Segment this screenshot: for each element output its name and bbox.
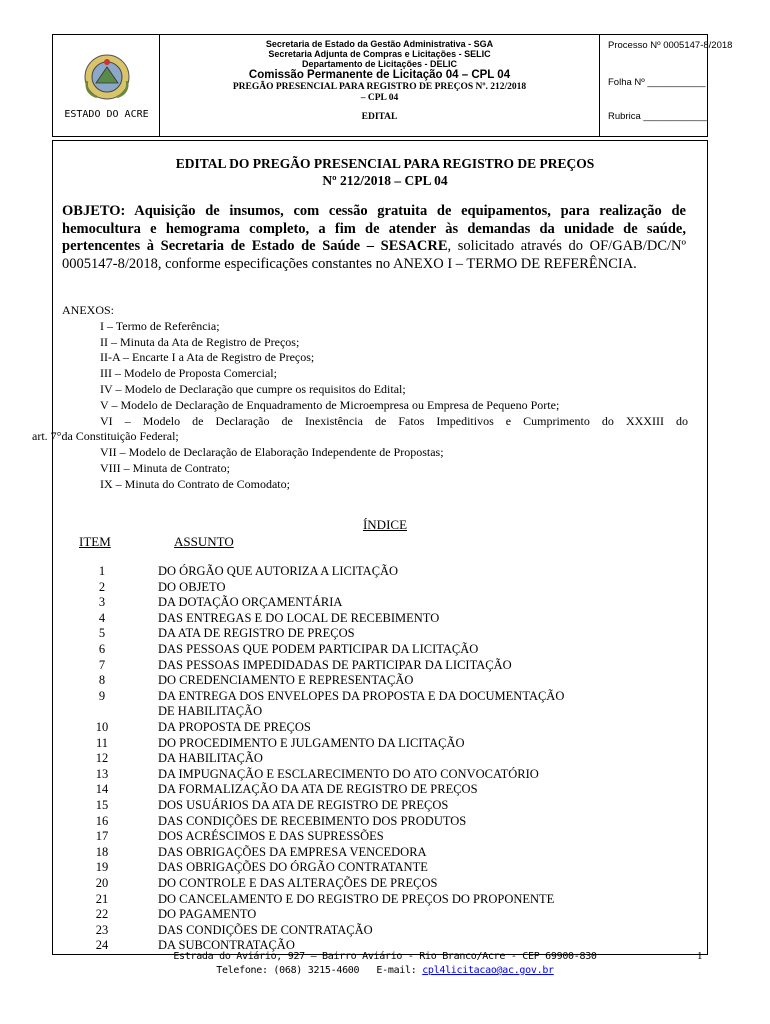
objeto-paragraph — [62, 203, 686, 273]
processo-number: Processo Nº 0005147-8/2018 — [608, 40, 733, 51]
anexo-item-continuation: art. 7°da Constituição Federal; — [32, 429, 179, 444]
item-subject: DAS OBRIGAÇÕES DO ÓRGÃO CONTRATANTE — [158, 860, 428, 875]
anexo-item: I – Termo de Referência; — [100, 318, 220, 333]
item-subject: DA DOTAÇÃO ORÇAMENTÁRIA — [158, 595, 343, 610]
item-number: 13 — [95, 766, 109, 781]
item-number: 5 — [98, 626, 106, 641]
item-subject: DO CONTROLE E DAS ALTERAÇÕES DE PREÇOS — [158, 876, 438, 890]
objeto-normal: , solicitado através do OF/GAB/DC/Nº 0005147-8/2018, conforme especificações constantes no ANEXO I – TERMO DE REFERÊNCIA. — [62, 238, 686, 272]
item-subject: DA PROPOSTA DE PREÇOS — [158, 720, 311, 734]
item-number: 10 — [95, 720, 109, 734]
item-number: 9 — [98, 688, 106, 703]
item-number: 15 — [95, 798, 109, 812]
pregao-line: PREGÃO PRESENCIAL PARA REGISTRO DE PREÇOS Nº. 212/2018 — [232, 82, 527, 92]
item-subject: DA ATA DE REGISTRO DE PREÇOS — [158, 626, 355, 641]
header-process-cell — [600, 35, 733, 136]
anexo-item: VII – Modelo de Declaração de Elaboração Independente de Propostas; — [100, 445, 444, 460]
item-number: 4 — [98, 610, 106, 625]
item-number: 11 — [95, 735, 109, 750]
item-subject: DE HABILITAÇÃO — [158, 704, 263, 719]
anexo-item: III – Modelo de Proposta Comercial; — [100, 366, 277, 381]
objeto-bold: OBJETO: Aquisição de insumos, com cessão gratuita de equipamentos, para realização de hemocultura e hemograma completo, a fim de atender às demandas da unidade de saúde, pertencentes à Secretaria de Estado de Saúde – SESACRE — [62, 203, 686, 255]
item-number: 18 — [95, 844, 109, 859]
item-number: 24 — [95, 938, 109, 953]
item-number: 8 — [98, 673, 106, 688]
indice-col-assunto: ASSUNTO — [174, 534, 234, 549]
item-number: 1 — [98, 564, 106, 578]
footer-contact — [0, 965, 770, 976]
item-subject: DAS PESSOAS IMPEDIDADAS DE PARTICIPAR DA LICITAÇÃO — [158, 657, 512, 672]
item-number: 19 — [95, 860, 109, 875]
item-number: 21 — [95, 891, 109, 906]
anexos-heading: ANEXOS: — [62, 303, 115, 317]
item-subject: DAS ENTREGAS E DO LOCAL DE RECEBIMENTO — [158, 610, 440, 625]
item-subject: DO PROCEDIMENTO E JULGAMENTO DA LICITAÇÃO — [158, 735, 465, 750]
item-number: 6 — [98, 642, 106, 656]
item-subject: DA SUBCONTRATAÇÃO — [158, 938, 295, 953]
item-number: 12 — [95, 751, 109, 766]
item-number: 14 — [95, 782, 109, 797]
header-agency-cell — [160, 35, 600, 136]
item-subject: DO CREDENCIAMENTO E REPRESENTAÇÃO — [158, 673, 414, 688]
item-subject: DO OBJETO — [158, 579, 226, 594]
anexo-item: II – Minuta da Ata de Registro de Preços; — [100, 334, 300, 349]
item-subject: DAS CONDIÇÕES DE CONTRATAÇÃO — [158, 922, 373, 937]
item-subject: DOS USUÁRIOS DA ATA DE REGISTRO DE PREÇOS — [158, 798, 449, 812]
document-subtitle: Nº 212/2018 – CPL 04 — [322, 173, 448, 188]
item-subject: DAS OBRIGAÇÕES DA EMPRESA VENCEDORA — [158, 844, 427, 859]
item-subject: DO ÓRGÃO QUE AUTORIZA A LICITAÇÃO — [158, 564, 399, 578]
document-title: EDITAL DO PREGÃO PRESENCIAL PARA REGISTRO DE PREÇOS — [175, 156, 595, 171]
item-number: 20 — [95, 876, 109, 890]
indice-col-item: ITEM — [79, 534, 111, 549]
item-number: 17 — [95, 829, 109, 844]
pregao-line: – CPL 04 — [360, 93, 399, 103]
anexo-item: VI – Modelo de Declaração de Inexistência de Fatos Impeditivos e Cumprimento do XXXIII do — [100, 413, 688, 428]
item-subject: DO PAGAMENTO — [158, 907, 257, 922]
indice-title: ÍNDICE — [362, 517, 408, 532]
folha-field: Folha Nº ___________ — [608, 77, 706, 88]
state-seal-icon — [83, 53, 131, 101]
item-subject: DO CANCELAMENTO E DO REGISTRO DE PREÇOS DO PROPONENTE — [158, 891, 555, 906]
edital-label: EDITAL — [361, 112, 398, 122]
item-number: 16 — [95, 813, 109, 828]
anexo-item: IV – Modelo de Declaração que cumpre os requisitos do Edital; — [100, 381, 406, 396]
item-subject: DA FORMALIZAÇÃO DA ATA DE REGISTRO DE PREÇOS — [158, 782, 478, 797]
anexo-item: VIII – Minuta de Contrato; — [100, 460, 230, 475]
item-number: 7 — [98, 657, 106, 672]
commission-line: Comissão Permanente de Licitação 04 – CPL 04 — [248, 69, 511, 81]
item-subject: DAS CONDIÇÕES DE RECEBIMENTO DOS PRODUTOS — [158, 813, 467, 828]
item-number: 22 — [95, 907, 109, 922]
footer-email-link[interactable]: cpl4licitacao@ac.gov.br — [422, 965, 554, 976]
anexo-item: IX – Minuta do Contrato de Comodato; — [100, 476, 290, 491]
item-subject: DA HABILITAÇÃO — [158, 751, 263, 766]
footer-email-label: E-mail: — [376, 965, 417, 976]
footer-phone: Telefone: (068) 3215-4600 — [216, 965, 360, 976]
item-subject: DAS PESSOAS QUE PODEM PARTICIPAR DA LICITAÇÃO — [158, 642, 479, 656]
page-number: 1 — [697, 950, 703, 962]
state-label: ESTADO DO ACRE — [64, 109, 149, 120]
anexo-item: II-A – Encarte I a Ata de Registro de Preços; — [100, 350, 315, 365]
anexo-item: V – Modelo de Declaração de Enquadramento de Microempresa ou Empresa de Pequeno Porte; — [100, 397, 560, 412]
item-number: 23 — [95, 922, 109, 937]
anexos-list — [32, 303, 688, 493]
document-header — [52, 34, 733, 137]
agency-line: Secretaria Adjunta de Compras e Licitações - SELIC — [268, 49, 491, 59]
item-number: 3 — [98, 595, 106, 610]
footer-address: Estrada do Aviário, 927 – Bairro Aviário - Rio Branco/Acre - CEP 69900-830 — [173, 951, 597, 962]
agency-line: Departamento de Licitações - DELIC — [301, 59, 458, 69]
item-subject: DOS ACRÉSCIMOS E DAS SUPRESSÕES — [158, 829, 384, 844]
header-logo-cell — [53, 35, 160, 136]
agency-line: Secretaria de Estado da Gestão Administrativa - SGA — [265, 39, 494, 49]
item-subject: DA IMPUGNAÇÃO E ESCLARECIMENTO DO ATO CONVOCATÓRIO — [158, 766, 539, 781]
item-number: 2 — [98, 579, 106, 594]
item-subject: DA ENTREGA DOS ENVELOPES DA PROPOSTA E DA DOCUMENTAÇÃO — [158, 688, 565, 703]
rubrica-field: Rubrica ____________ — [608, 111, 707, 122]
